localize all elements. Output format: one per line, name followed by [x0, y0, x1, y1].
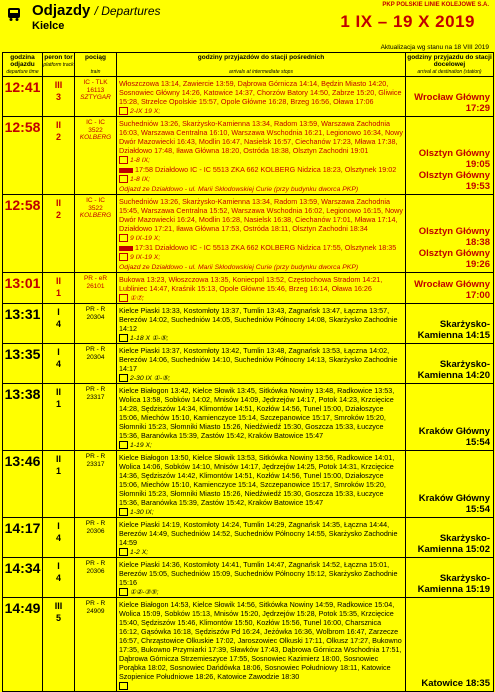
table-row — [3, 273, 494, 304]
train-info[interactable]: PR - R 20304 — [75, 304, 117, 344]
intermediate-stops: Kielce Piaski 13:33, Kostomłoty 13:37, Tumlin 13:43, Zagnańsk 13:47, Łączna 13:57, Berezów 14:02, Suchedniów 14:05, Suchedniów Północny 14:08, Skarżysko Zachodnie 14:12 1-18 X ①-⑤; — [117, 304, 406, 344]
train-info[interactable]: PR - R 20306 — [75, 518, 117, 558]
header-stops: godziny przyjazdów do stacji pośrednich arrivals at intermediate stops — [117, 53, 406, 77]
departure-time: 12:58 — [3, 117, 43, 195]
train-info[interactable]: IC - TLK 16113 SZTYGAR — [75, 77, 117, 117]
header-platform: peron tor platform track — [43, 53, 75, 77]
destination: Katowice 18:35 — [406, 598, 494, 692]
calendar-icon — [119, 682, 128, 690]
destination: Olsztyn Główny 19:05 Olsztyn Główny 19:53 — [406, 117, 494, 195]
table-row — [3, 384, 494, 451]
calendar-icon — [119, 374, 128, 382]
destination: Skarżysko-Kamienna 14:20 — [406, 344, 494, 384]
departure-time: 14:49 — [3, 598, 43, 692]
calendar-icon — [119, 548, 128, 556]
departure-time: 13:46 — [3, 451, 43, 518]
platform: II 2 — [43, 195, 75, 273]
platform: I 4 — [43, 304, 75, 344]
table-row — [3, 558, 494, 598]
departure-time: 12:41 — [3, 77, 43, 117]
train-info[interactable]: PR - R 20304 — [75, 344, 117, 384]
header-train: pociąg train — [75, 53, 117, 77]
timetable — [2, 52, 494, 692]
validity-note: Aktualizacja wg stanu na 18 VIII 2019 — [380, 44, 489, 51]
train-icon — [6, 6, 22, 22]
platform: I 4 — [43, 518, 75, 558]
train-info[interactable]: PR - R 24909 — [75, 598, 117, 692]
destination: Wrocław Główny 17:00 — [406, 273, 494, 304]
table-row — [3, 344, 494, 384]
platform: II 1 — [43, 451, 75, 518]
secondary-destination: Olsztyn Główny 19:26 — [418, 248, 490, 270]
station-name: Kielce — [32, 20, 65, 32]
calendar-icon — [119, 294, 128, 302]
intermediate-stops: Kielce Białogon 14:53, Kielce Słowik 14:56, Sitkówka Nowiny 14:59, Radkowice 15:04, Wolica 15:09, Sobków 15:13, Mnisów 15:20, Jędrzejów 15:28, Potok 15:35, Krzcięcice 15:40, Sędziszów 15:46, Klimontów 15:50, Kozłów 15:56, Tunel 16:00, Charsznica 16:12, Gąsówka 16:18, Sędziszów Pd 16:24, Jeżówka 16:36, Wolbrom 16:47, Zarzecze 16:57, Chrząstowice Olkuskie 17:02, Jaroszowiec Olkuski 17:11, Olkusz 17:27, Bukowno 17:35, Bukowno Przymiarki 17:39, Sławków 17:43, Dąbrowa Górnicza Wschodnia 17:51, Dąbrowa Górnicza Strzemieszyce 17:55, Sosnowiec Kazimierz 18:00, Sosnowiec Porąbka 18:02, Sosnowiec Dańdówka 18:06, Sosnowiec Południowy 18:11, Katowice Szopienice Południowe 18:26, Katowice Zawodzie 18:30 — [117, 598, 406, 692]
destination: Olsztyn Główny 18:38 Olsztyn Główny 19:26 — [406, 195, 494, 273]
page-subtitle: / Departures — [94, 4, 161, 18]
platform: I 4 — [43, 344, 75, 384]
header-destination: godziny przyjazdu do stacji docelowej arrival at destination (station) — [407, 54, 492, 75]
bus-icon — [119, 246, 133, 251]
destination: Wrocław Główny 17:29 — [406, 77, 494, 117]
departure-time: 13:38 — [3, 384, 43, 451]
platform: III 3 — [43, 77, 75, 117]
intermediate-stops: Suchedniów 13:26, Skarżysko-Kamienna 13:34, Radom 13:59, Warszawa Zachodnia 16:03, Warszawa Centralna 16:10, Warszawa Wschodnia 16:21, Legionowo 16:34, Nowy Dwór Mazowiecki 16:43, Modlin 16:47, Nasielsk 16:57, Ciechanów 17:23, Mława 17:38, Działdowo 17:48, Iława Główna 18:20, Ostróda 18:38, Olsztyn Zachodni 19:01 1-8 IX; 17:58 Działdowo IC - IC 5513 ZKA 662 KOLBERG Nidzica 18:23, Olsztynek 19:02 1-8 IX; Odjazd ze Działdowo - ul. Marii Skłodowskiej Curie (przy budynku dworca PKP) — [117, 117, 406, 195]
calendar-icon — [119, 253, 128, 261]
date-range: 1 IX – 19 X 2019 — [340, 12, 475, 31]
table-row — [3, 518, 494, 558]
header — [0, 0, 495, 36]
destination: Skarżysko-Kamienna 15:19 — [406, 558, 494, 598]
calendar-icon — [119, 588, 128, 596]
page-title: Odjazdy / Departures — [32, 2, 161, 19]
train-info[interactable]: PR - R 20306 — [75, 558, 117, 598]
train-info[interactable]: PR - R 23317 — [75, 384, 117, 451]
calendar-icon — [119, 441, 128, 449]
intermediate-stops: Kielce Piaski 13:37, Kostomłoty 13:42, Tumlin 13:48, Zagnańsk 13:53, Łączna 14:02, Berezów 14:06, Suchedniów 14:10, Suchedniów Północny 14:13, Skarżysko Zachodnie 14:17 2-30 IX ①-⑤; — [117, 344, 406, 384]
table-row — [3, 77, 494, 117]
bus-icon — [119, 168, 133, 173]
destination: Skarżysko-Kamienna 15:02 — [406, 518, 494, 558]
destination: Kraków Główny 15:54 — [406, 384, 494, 451]
table-row — [3, 451, 494, 518]
intermediate-stops: Kielce Białogon 13:50, Kielce Słowik 13:53, Sitkówka Nowiny 13:56, Radkowice 14:01, Wolica 14:06, Sobków 14:10, Mnisów 14:17, Jędrzejów 14:25, Potok 14:31, Krzcięcice 14:36, Sędziszów 14:42, Klimontów 14:51, Kozłów 14:56, Tunel 15:00, Działoszyce 15:06, Miechów 15:10, Kamienczyce 15:14, Szczepanowice 15:17, Smroków 15:20, Słomniki 15:23, Słomniki Miasto 15:26, Niedźwiedź 15:30, Goszcza 15:33, Łuczyce 15:36, Baranówka 15:39, Zastów 15:42, Kraków Batowice 15:47 1-30 IX; — [117, 451, 406, 518]
intermediate-stops: Kielce Białogon 13:42, Kielce Słowik 13:45, Sitkówka Nowiny 13:48, Radkowice 13:53, Wolica 13:58, Sobków 14:02, Mnisów 14:09, Jędrzejów 14:17, Potok 14:23, Krzcięcice 14:28, Sędziszów 14:34, Klimontów 14:51, Kozłów 14:56, Tunel 15:00, Działoszyce 15:06, Miechów 15:10, Kamienczyce 15:14, Szczepanowice 15:17, Smroków 15:20, Słomniki 15:23, Słomniki Miasto 15:26, Niedźwiedź 15:30, Goszcza 15:33, Łuczyce 15:36, Baranówka 15:39, Zastów 15:42, Kraków Batowice 15:47 1-19 X; — [117, 384, 406, 451]
departure-time: 14:17 — [3, 518, 43, 558]
platform: II 2 — [43, 117, 75, 195]
departure-time: 13:31 — [3, 304, 43, 344]
departure-time: 12:58 — [3, 195, 43, 273]
intermediate-stops: Bukowa 13:23, Włoszczowa 13:35, Koniecpol 13:52, Częstochowa Stradom 14:21, Lubliniec 14:47, Kraśnik 15:13, Opole Główne 15:46, Brzeg 16:14, Oława 16:26 ①⑦; — [117, 273, 406, 304]
calendar-icon — [119, 175, 128, 183]
intermediate-stops: Kielce Piaski 14:36, Kostomłoty 14:41, Tumlin 14:47, Zagnańsk 14:52, Łączna 15:01, Berezów 15:05, Suchedniów 15:09, Suchedniów Północny 15:12, Skarżysko Zachodnie 15:16 ①②-③⑤; — [117, 558, 406, 598]
destination: Skarżysko-Kamienna 14:15 — [406, 304, 494, 344]
calendar-icon — [119, 107, 128, 115]
calendar-icon — [119, 334, 128, 342]
operator-logo: PKP POLSKIE LINIE KOLEJOWE S.A. — [382, 2, 489, 8]
destination: Kraków Główny 15:54 — [406, 451, 494, 518]
intermediate-stops: Włoszczowa 13:14, Zawiercie 13:59, Dąbrowa Górnicza 14:14, Będzin Miasto 14:20, Sosnowiec Główny 14:26, Katowice 14:37, Chorzów Batory 14:50, Zabrze 15:20, Gliwice 15:28, Strzelce Opolskie 15:57, Opole Główne 16:28, Brzeg 16:56, Oława 17:06 2-IX 19 X; — [117, 77, 406, 117]
timetable-body — [3, 77, 494, 692]
platform: II 1 — [43, 384, 75, 451]
train-info[interactable]: IC - IC 3522 KOLBERG — [75, 117, 117, 195]
table-row — [3, 304, 494, 344]
departure-time: 13:01 — [3, 273, 43, 304]
train-info[interactable]: PR - R 23317 — [75, 451, 117, 518]
platform: II 1 — [43, 273, 75, 304]
secondary-destination: Olsztyn Główny 19:53 — [418, 170, 490, 192]
departure-time: 13:35 — [3, 344, 43, 384]
platform: I 4 — [43, 558, 75, 598]
train-info[interactable]: IC - IC 3522 KOLBERG — [75, 195, 117, 273]
calendar-icon — [119, 156, 128, 164]
intermediate-stops: Suchedniów 13:26, Skarżysko-Kamienna 13:34, Radom 13:59, Warszawa Zachodnia 15:45, Warszawa Centralna 15:52, Warszawa Wschodnia 16:02, Legionowo 16:15, Nowy Dwór Mazowiecki 16:24, Modlin 16:28, Nasielsk 16:38, Ciechanów 17:01, Mława 17:14, Działdowo 17:21, Iława Główna 17:53, Ostróda 18:11, Olsztyn Zachodni 18:34 9 IX-19 X; 17:31 Działdowo IC - IC 5513 ZKA 662 KOLBERG Nidzica 17:55, Olsztynek 18:35 9 IX-19 X; Odjazd ze Działdowo - ul. Marii Skłodowskiej Curie (przy budynku dworca PKP) — [117, 195, 406, 273]
departure-time: 14:34 — [3, 558, 43, 598]
table-row — [3, 598, 494, 692]
intermediate-stops: Kielce Piaski 14:19, Kostomłoty 14:24, Tumlin 14:29, Zagnańsk 14:35, Łączna 14:44, Berezów 14:49, Suchedniów 14:52, Suchedniów Północny 14:55, Skarżysko Zachodnie 14:59 1-2 X; — [117, 518, 406, 558]
table-row — [3, 117, 494, 195]
train-info[interactable]: PR - eR 26101 — [75, 273, 117, 304]
calendar-icon — [119, 508, 128, 516]
platform: III 5 — [43, 598, 75, 692]
header-time: godzina odjazdu departure time — [3, 53, 43, 77]
table-row — [3, 195, 494, 273]
calendar-icon — [119, 234, 128, 242]
